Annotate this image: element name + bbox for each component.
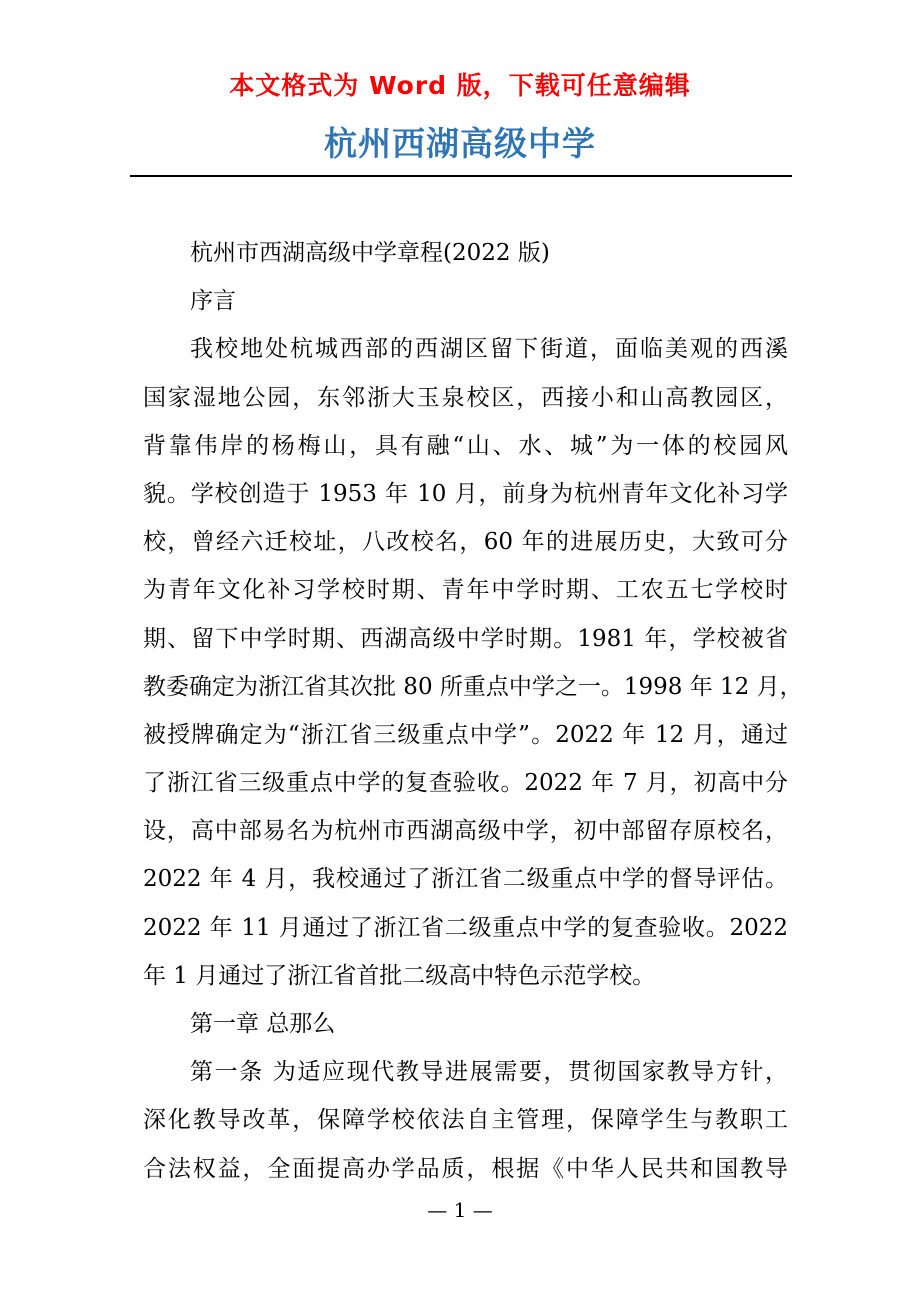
- article-line: 第一条 为适应现代教导进展需要，贯彻国家教导方针，: [190, 1059, 788, 1086]
- download-notice: 本文格式为 Word 版，下载可任意编辑: [229, 71, 691, 100]
- page-number: — 1 —: [427, 1198, 493, 1222]
- section-heading-preface: 序言: [190, 288, 236, 315]
- paragraph-line: 为青年文化补习学校时期、青年中学时期、工农五七学校时: [143, 577, 788, 604]
- chapter-heading: 第一章 总那么: [190, 1011, 336, 1037]
- paragraph-line: 国家湿地公园，东邻浙大玉泉校区，西接小和山高教园区，: [143, 384, 788, 411]
- paragraph-line: 背靠伟岸的杨梅山，具有融“山、水、城”为一体的校园风: [143, 432, 788, 459]
- paragraph-line: 2022 年 11 月通过了浙江省二级重点中学的复查验收。2022: [143, 914, 788, 941]
- document-title: 杭州市西湖高级中学章程(2022 版): [190, 240, 550, 266]
- paragraph-line: 期、留下中学时期、西湖高级中学时期。1981 年，学校被省: [143, 625, 788, 652]
- school-name-heading: 杭州西湖高级中学: [324, 124, 596, 163]
- paragraph-line: 貌。学校创造于 1953 年 10 月，前身为杭州青年文化补习学: [143, 480, 788, 507]
- document-body: [143, 229, 803, 1193]
- article-line: 合法权益，全面提高办学品质，根据《中华人民共和国教导: [143, 1155, 788, 1182]
- paragraph-line: 校，曾经六迁校址，八改校名，60 年的进展历史，大致可分: [143, 529, 788, 556]
- header-rule: [130, 175, 792, 177]
- paragraph-line: 我校地处杭城西部的西湖区留下街道，面临美观的西溪: [190, 336, 788, 363]
- article-line: 深化教导改革，保障学校依法自主管理，保障学生与教职工: [143, 1107, 788, 1134]
- paragraph-line: 2022 年 4 月，我校通过了浙江省二级重点中学的督导评估。: [143, 866, 788, 893]
- paragraph-line: 了浙江省三级重点中学的复查验收。2022 年 7 月，初高中分: [143, 770, 788, 797]
- paragraph-line: 设，高中部易名为杭州市西湖高级中学，初中部留存原校名，: [143, 818, 788, 845]
- paragraph-line: 年 1 月通过了浙江省首批二级高中特色示范学校。: [143, 962, 656, 989]
- paragraph-line: 被授牌确定为“浙江省三级重点中学”。2022 年 12 月，通过: [143, 721, 788, 748]
- paragraph-line: 教委确定为浙江省其次批 80 所重点中学之一。1998 年 12 月，: [143, 673, 803, 700]
